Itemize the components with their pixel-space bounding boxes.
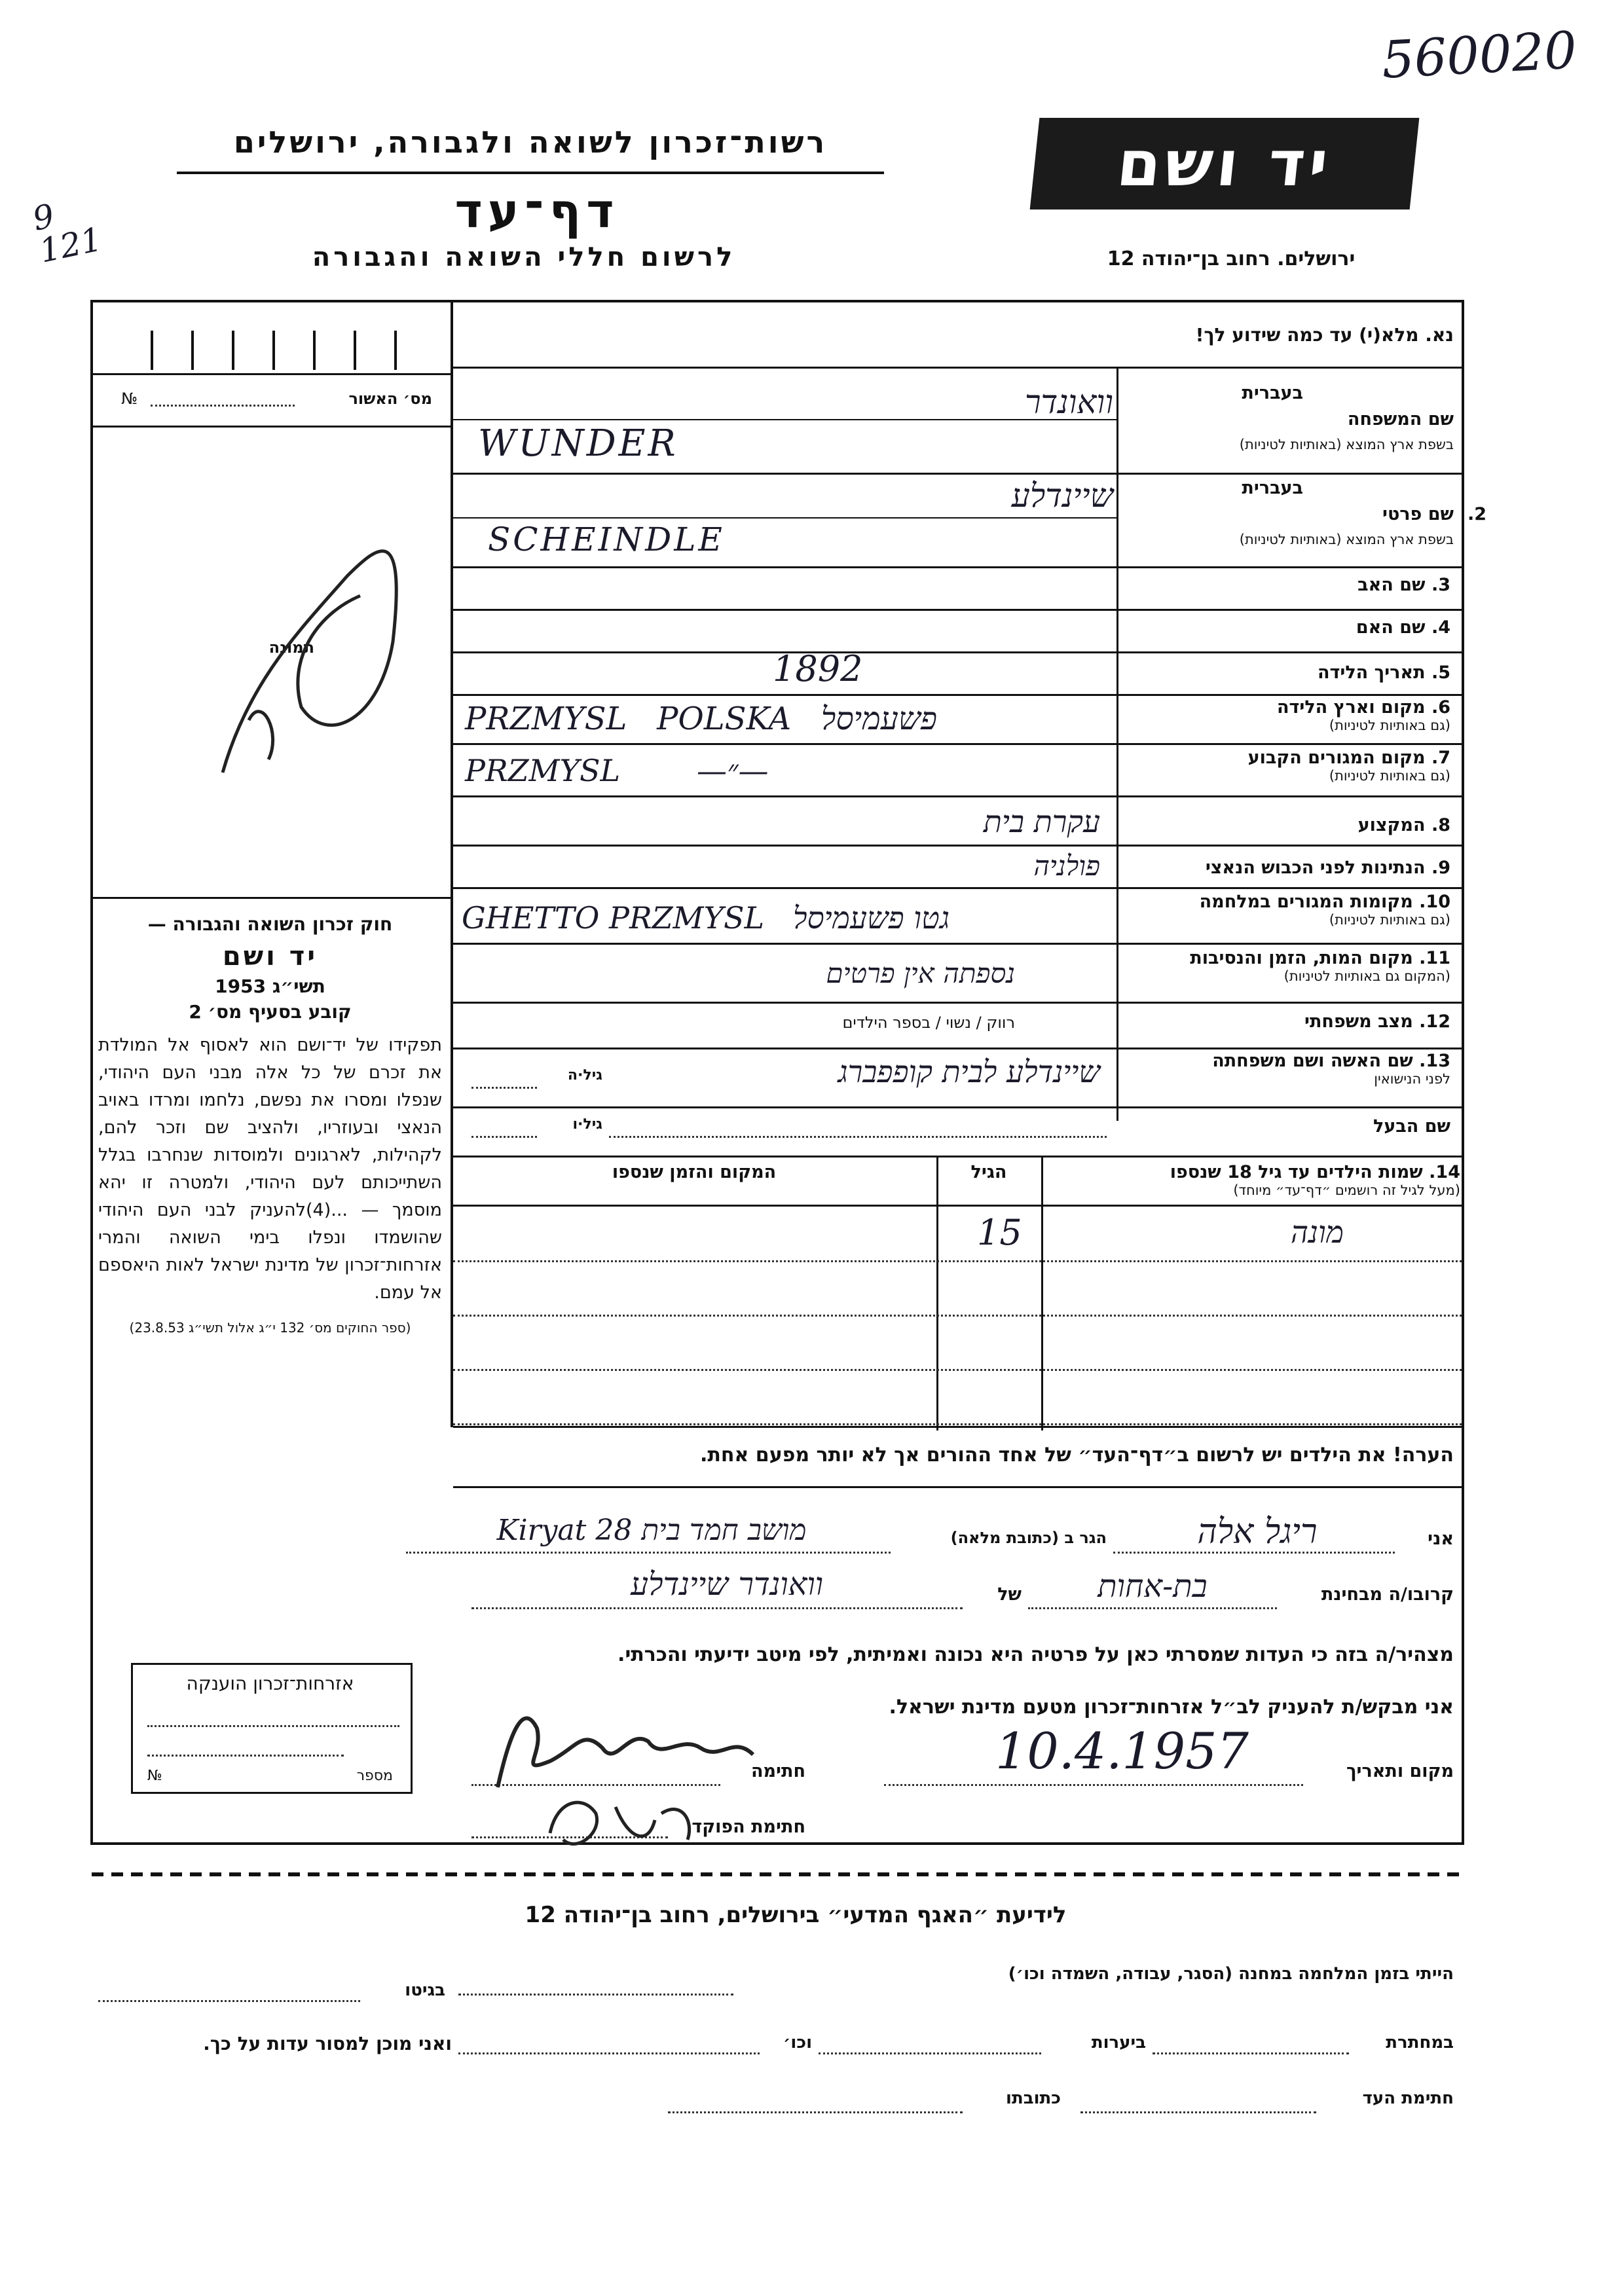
field-wife-name: [1123, 1051, 1450, 1087]
field-label: שם האשה ושם משפחתה: [1212, 1051, 1413, 1071]
ghetto-label: בגיטו: [405, 1980, 445, 2000]
field-mother-name: [1123, 617, 1450, 638]
field-label: מקומות המגורים במלחמה: [1199, 892, 1413, 912]
field-label: מקום המגורים הקבוע: [1247, 748, 1426, 768]
field-label: שם הבעל: [1373, 1116, 1450, 1137]
field-number: 8.: [1431, 815, 1450, 835]
approval-number-sign: №: [121, 390, 138, 408]
law-block: [98, 913, 442, 1336]
field-sub: (גם באותיות לטיניות): [1329, 768, 1450, 784]
approval-label: מס׳ האשור: [348, 390, 432, 408]
field-sub: (המקום גם באותיות לטיניות): [1283, 968, 1450, 984]
field-label: מקום המות, הזמן והנסיבות: [1190, 948, 1413, 968]
official-signature-label: חתימת הפוקד: [692, 1817, 805, 1837]
official-signature: [537, 1781, 707, 1859]
declarant-resides-label: הגר ב (כתובת מלאה): [950, 1529, 1107, 1547]
field-death: [1123, 948, 1450, 984]
field-label: מצב משפחתי: [1304, 1011, 1413, 1032]
certificate-title: אזרחות־זכרון הוענקה: [186, 1673, 354, 1694]
first-name-hebrew: שיינדלע: [1011, 477, 1113, 515]
etc-label: וכו׳: [783, 2033, 812, 2052]
bottom-title: לידיעת ״האגף המדעי״ בירושלים, רחוב בן־יהודה 12: [525, 1902, 1067, 1928]
note: הערה! את הילדים יש לרשום ב״דף־העד״ של אחד ההורים אך לא יותר מפעם אחת.: [700, 1444, 1454, 1467]
margin-mark: 9 121: [29, 196, 105, 270]
photo-area-scribble: [131, 445, 432, 786]
field-label: המקצוע: [1357, 815, 1426, 835]
field-number: 11.: [1419, 948, 1450, 968]
law-text: תפקידו של יד־ושם הוא לאסוף אל המולדת את זכרם של כל אלה מבני העם היהודי, שנפלו ומסרו את נפשם, נלחמו ומרדו באויב הנאצי ובעוזריו, ולהציב שם וזכר להם, לקהילות, לארגונים ולמוסדות שנחרבו בגלל השתייכותם לעם היהודי, ולמטרה זו יהא מוסמך — ...(4)להעניק לבני העם היהודי שהושמדו ונפלו בימי השואה והמרי אזרחות־זכרון של מדינת ישראל לאות היאספם אל עמם.: [98, 1035, 442, 1303]
wife-name-value: שיינדלע לבית קופפברג: [838, 1054, 1100, 1089]
field-number: 13.: [1419, 1051, 1450, 1071]
family-name-latin: WUNDER: [478, 422, 678, 465]
relation-value: בת-אחות: [1098, 1568, 1208, 1605]
field-father-name: [1123, 575, 1450, 595]
field-birth-place: [1123, 697, 1450, 733]
field-occupation: [1123, 815, 1450, 835]
field-sub: (מעל לגיל זה רושמים ״דף־עד״ מיוחד): [1233, 1182, 1460, 1198]
field-number: 4.: [1431, 617, 1450, 638]
relation-label: קרובו/ה מבחינת: [1321, 1584, 1454, 1605]
tick-marks: [151, 331, 413, 370]
request-text: אני מבקש/ת להעניק לב״ל אזרחות־זכרון מטעם מדינת ישראל.: [889, 1696, 1454, 1719]
field-number: 9.: [1431, 858, 1450, 878]
children-place-header: המקום והזמן שנספו: [612, 1162, 777, 1182]
occupation-value: עקרת בית: [983, 804, 1100, 839]
place-date-label: מקום ותאריך: [1346, 1761, 1454, 1781]
law-section: קובע בסעיף מס׳ 2: [189, 1001, 352, 1023]
witness-address-label: כתובתו: [1006, 2088, 1061, 2108]
declarant-name: ריגל אלה: [1197, 1512, 1318, 1552]
field-number: 3.: [1431, 575, 1450, 595]
first-name-latin: SCHEINDLE: [488, 520, 725, 558]
field-sub: בשפת ארץ המוצא (באותיות לטיניות): [1239, 532, 1454, 547]
underground-label: במחתרת: [1386, 2033, 1454, 2052]
field-citizenship: [1123, 858, 1450, 878]
field-residence: [1123, 748, 1450, 784]
heb-tag: בעברית: [1242, 478, 1303, 498]
declaration-text: מצהיר/ה בזה כי העדות שמסרתי כאן על פרטיה היא נכונה ואמיתית, לפי מיטב ידיעתי והכרתי.: [618, 1643, 1454, 1666]
address: ירושלים. רחוב בן־יהודה 12: [1107, 247, 1356, 270]
field-birth-date: [1123, 663, 1450, 683]
husband-age-tag: גיל·ו: [572, 1116, 602, 1133]
field-family-name: [1120, 383, 1460, 475]
table-row: [453, 1371, 1462, 1425]
testimony-ready-label: ואני מוכן למסור עדות על כך.: [203, 2033, 452, 2054]
yad-vashem-logo: יד ושם: [1030, 118, 1420, 210]
field-sub: בשפת ארץ המוצא (באותיות לטיניות): [1239, 437, 1454, 452]
table-row: [453, 1262, 1462, 1317]
field-label: תאריך הלידה: [1317, 663, 1426, 683]
children-age-header: הגיל: [970, 1162, 1007, 1182]
table-row: [453, 1317, 1462, 1371]
field-husband-name: [1123, 1116, 1450, 1137]
field-number: 12.: [1419, 1011, 1450, 1032]
witness-signature-label: חתימת העד: [1362, 2088, 1454, 2108]
field-wartime-residence: [1123, 892, 1450, 928]
field-label: שם האם: [1356, 617, 1426, 638]
table-row: [453, 1208, 1462, 1262]
field-sub: (גם באותיות לטיניות): [1329, 718, 1450, 733]
death-value: נספתה אין פרטים: [826, 957, 1015, 989]
children-header: [1048, 1162, 1460, 1198]
field-label: מקום וארץ הלידה: [1276, 697, 1426, 718]
field-number: 10.: [1419, 892, 1450, 912]
field-label: שם פרטי: [1382, 504, 1454, 524]
heb-tag: בעברית: [1242, 383, 1303, 403]
law-year: תשי״ג 1953: [215, 975, 325, 997]
marital-status-value: רווק / נשוי / בספר הילדים: [842, 1013, 1015, 1032]
citizenship-value: פולניה: [1033, 850, 1100, 882]
field-number: 6.: [1431, 697, 1450, 718]
field-number: 5.: [1431, 663, 1450, 683]
child-age: 15: [977, 1212, 1022, 1253]
certificate-no-sign: №: [147, 1768, 162, 1784]
of-name-value: וואונדר שיינדלע: [630, 1566, 824, 1603]
field-label: הנתינות לפני הכבוש הנאצי: [1205, 858, 1426, 878]
forests-label: ביערות: [1091, 2033, 1146, 2052]
field-label: שם האב: [1357, 575, 1426, 595]
family-name-hebrew: וואונדר: [1024, 383, 1113, 421]
field-label: שמות הילדים עד גיל 18 שנספו: [1170, 1162, 1423, 1182]
photo-label: תמונה: [268, 638, 314, 657]
field-number: 2.: [1467, 504, 1486, 524]
field-number: 7.: [1431, 748, 1450, 768]
certificate-no-label: מספר: [356, 1768, 393, 1784]
law-name: יד ושם: [222, 941, 318, 972]
camp-line-label: הייתי בזמן המלחמה במחנה (הסגר, עבודה, השמדה וכו׳): [1008, 1964, 1454, 1984]
date-value: 10.4.1957: [995, 1722, 1249, 1780]
document-number: 560020: [1380, 21, 1578, 90]
field-first-name: [1120, 478, 1486, 570]
instruction: נא. מלא(י) עד כמה שידוע לך!: [1195, 324, 1454, 346]
field-sub: (גם באותיות לטיניות): [1329, 912, 1450, 928]
declarant-i-label: אני: [1428, 1529, 1454, 1549]
field-label: שם המשפחה: [1347, 409, 1454, 429]
birth-date-value: 1892: [773, 648, 863, 689]
wife-age-tag: גיל·ה: [567, 1067, 602, 1084]
birth-place-value: PRZMYSL POLSKA פשעמיסל: [465, 701, 938, 737]
children-rows: [453, 1208, 1462, 1425]
wartime-residence-value: GHETTO PRZMYSL גטו פשעמיסל: [462, 900, 950, 936]
child-name: מונה: [1291, 1214, 1344, 1250]
law-title: חוק זכרון השואה והגבורה —: [147, 913, 393, 935]
declarant-address: מושב חמד בית 28 Kiryat: [496, 1514, 807, 1547]
field-number: 14.: [1429, 1162, 1460, 1182]
of-label: של: [997, 1584, 1022, 1605]
authority-line: רשות־זכרון לשואה ולגבורה, ירושלים: [233, 124, 828, 160]
residence-value: PRZMYSL —״—: [465, 753, 769, 788]
law-reference: (ספר החוקים מס׳ 132 י״ג אלול תשי״ג 23.8.53): [129, 1320, 411, 1336]
form-subtitle: לרשום חללי השואה והגבורה: [312, 242, 736, 272]
form-title: דף־עד: [454, 183, 619, 238]
signature-label: חתימה: [750, 1761, 805, 1781]
field-marital-status: [1123, 1011, 1450, 1032]
field-sub: לפני הנישואין: [1374, 1071, 1450, 1087]
